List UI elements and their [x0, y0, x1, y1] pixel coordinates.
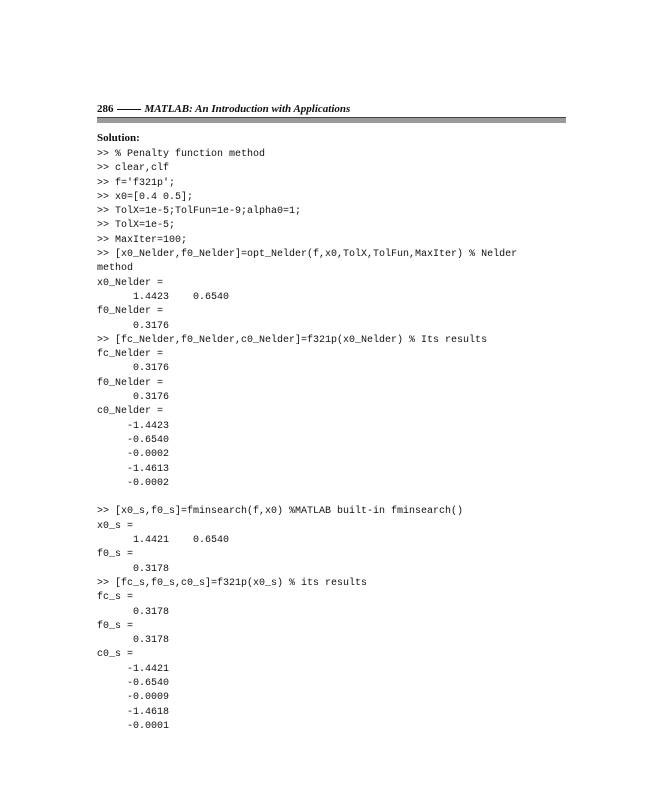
- code-line: >> [x0_s,f0_s]=fminsearch(f,x0) %MATLAB built-in fminsearch(): [97, 506, 464, 518]
- code-line: -0.6540: [97, 677, 170, 689]
- code-line: -0.6540: [97, 434, 170, 446]
- code-line: fc_Nelder =: [97, 349, 164, 361]
- code-line: f0_Nelder =: [97, 306, 164, 318]
- code-line: -0.0009: [97, 692, 170, 704]
- code-line: f0_Nelder =: [97, 377, 164, 389]
- code-line: 1.4421 0.6540: [97, 535, 230, 547]
- running-header: [97, 102, 566, 116]
- solution-label: Solution:: [97, 132, 140, 144]
- code-line: 0.3176: [97, 320, 170, 332]
- code-line: >> [fc_Nelder,f0_Nelder,c0_Nelder]=f321p(x0_Nelder) % Its results: [97, 334, 488, 346]
- code-line: f0_s =: [97, 620, 134, 632]
- code-line: 0.3176: [97, 363, 170, 375]
- code-line: >> [fc_s,f0_s,c0_s]=f321p(x0_s) % its results: [97, 577, 368, 589]
- code-line: >> clear,clf: [97, 163, 170, 175]
- code-line: -1.4421: [97, 663, 170, 675]
- code-line: -1.4613: [97, 463, 170, 475]
- code-line: fc_s =: [97, 592, 134, 604]
- code-block: [97, 148, 569, 734]
- code-line: 0.3176: [97, 392, 170, 404]
- code-line: c0_s =: [97, 649, 134, 661]
- code-line: 0.3178: [97, 635, 170, 647]
- code-line: x0_Nelder =: [97, 277, 164, 289]
- code-line: method: [97, 263, 134, 275]
- code-line: -0.0001: [97, 720, 170, 732]
- code-line: [97, 491, 569, 505]
- code-line: -0.0002: [97, 477, 170, 489]
- code-line: >> TolX=1e-5;TolFun=1e-9;alpha0=1;: [97, 206, 302, 218]
- code-line: >> MaxIter=100;: [97, 234, 188, 246]
- code-line: 1.4423 0.6540: [97, 291, 230, 303]
- code-line: 0.3178: [97, 606, 170, 618]
- code-line: >> TolX=1e-5;: [97, 220, 176, 232]
- book-title: MATLAB: An Introduction with Applications: [144, 103, 351, 115]
- header-rule: [97, 117, 566, 123]
- code-line: >> f='f321p';: [97, 177, 176, 189]
- code-line: >> [x0_Nelder,f0_Nelder]=opt_Nelder(f,x0,TolX,TolFun,MaxIter) % Nelder: [97, 249, 518, 261]
- header-dash: [117, 109, 141, 110]
- code-line: 0.3178: [97, 563, 170, 575]
- code-line: -1.4423: [97, 420, 170, 432]
- code-line: -0.0002: [97, 449, 170, 461]
- code-line: -1.4618: [97, 706, 170, 718]
- code-line: c0_Nelder =: [97, 406, 164, 418]
- code-line: x0_s =: [97, 520, 134, 532]
- code-line: >> % Penalty function method: [97, 149, 266, 160]
- page-number: 286: [97, 103, 114, 115]
- code-line: f0_s =: [97, 549, 134, 561]
- code-line: >> x0=[0.4 0.5];: [97, 191, 194, 203]
